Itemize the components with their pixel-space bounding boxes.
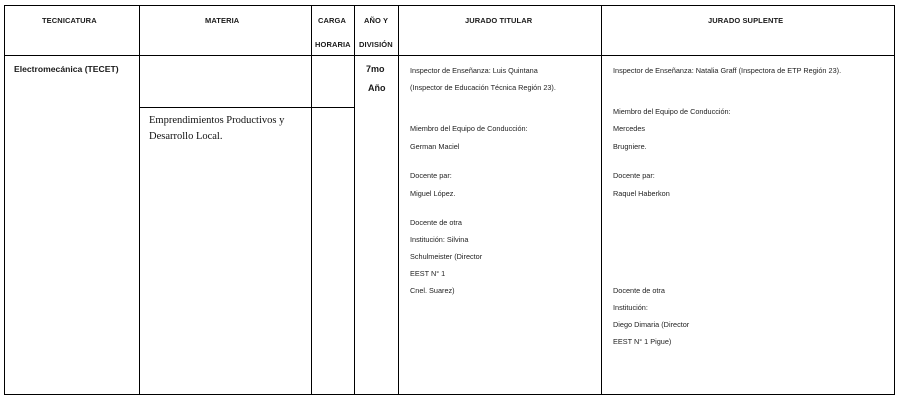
titular-line: Miguel López. — [410, 189, 456, 198]
titular-line: Cnel. Suarez) — [410, 286, 455, 295]
table-top-border — [4, 5, 895, 6]
titular-line: Docente de otra — [410, 218, 462, 227]
suplente-line: EEST N° 1 Pigue) — [613, 337, 672, 346]
header-jurado-titular: JURADO TITULAR — [465, 16, 533, 25]
titular-line: EEST N° 1 — [410, 269, 446, 278]
suplente-line: Raquel Haberkon — [613, 189, 670, 198]
suplente-line: Docente par: — [613, 171, 655, 180]
col-border-0 — [4, 5, 5, 395]
col-border-6 — [894, 5, 895, 395]
cell-materia-line2: Desarrollo Local. — [149, 131, 223, 142]
titular-line: (Inspector de Educación Técnica Región 23). — [410, 83, 556, 92]
titular-line: German Maciel — [410, 142, 460, 151]
cell-anio-line2: Año — [368, 83, 386, 93]
titular-line: Docente par: — [410, 171, 452, 180]
header-jurado-suplente: JURADO SUPLENTE — [708, 16, 784, 25]
titular-line: Miembro del Equipo de Conducción: — [410, 124, 528, 133]
suplente-line: Docente de otra — [613, 286, 665, 295]
col-border-5 — [601, 5, 602, 395]
header-bottom-border — [4, 55, 895, 56]
col-border-2 — [311, 5, 312, 395]
suplente-line: Diego Dimaria (Director — [613, 320, 690, 329]
header-carga-line2: HORARIA — [315, 40, 351, 49]
titular-line: Institución: Silvina — [410, 235, 469, 244]
materia-split-line — [139, 107, 355, 108]
cell-tecnicatura: Electromecánica (TECET) — [14, 64, 119, 74]
header-anio-line1: AÑO Y — [364, 16, 389, 25]
table-bottom-border — [4, 394, 895, 395]
cell-materia-line1: Emprendimientos Productivos y — [149, 115, 285, 126]
header-anio-line2: DIVISIÓN — [359, 40, 393, 49]
suplente-line: Institución: — [613, 303, 648, 312]
titular-line: Schulmeister (Director — [410, 252, 483, 261]
col-border-3 — [354, 5, 355, 395]
header-carga-line1: CARGA — [318, 16, 346, 25]
suplente-line: Brugniere. — [613, 142, 647, 151]
titular-line: Inspector de Enseñanza: Luis Quintana — [410, 66, 538, 75]
cell-anio-line1: 7mo — [366, 64, 385, 74]
suplente-line: Miembro del Equipo de Conducción: — [613, 107, 731, 116]
suplente-line: Inspector de Enseñanza: Natalia Graff (Inspectora de ETP Región 23). — [613, 66, 842, 75]
header-materia: MATERIA — [205, 16, 240, 25]
col-border-1 — [139, 5, 140, 395]
suplente-line: Mercedes — [613, 124, 646, 133]
header-tecnicatura: TECNICATURA — [42, 16, 97, 25]
col-border-4 — [398, 5, 399, 395]
